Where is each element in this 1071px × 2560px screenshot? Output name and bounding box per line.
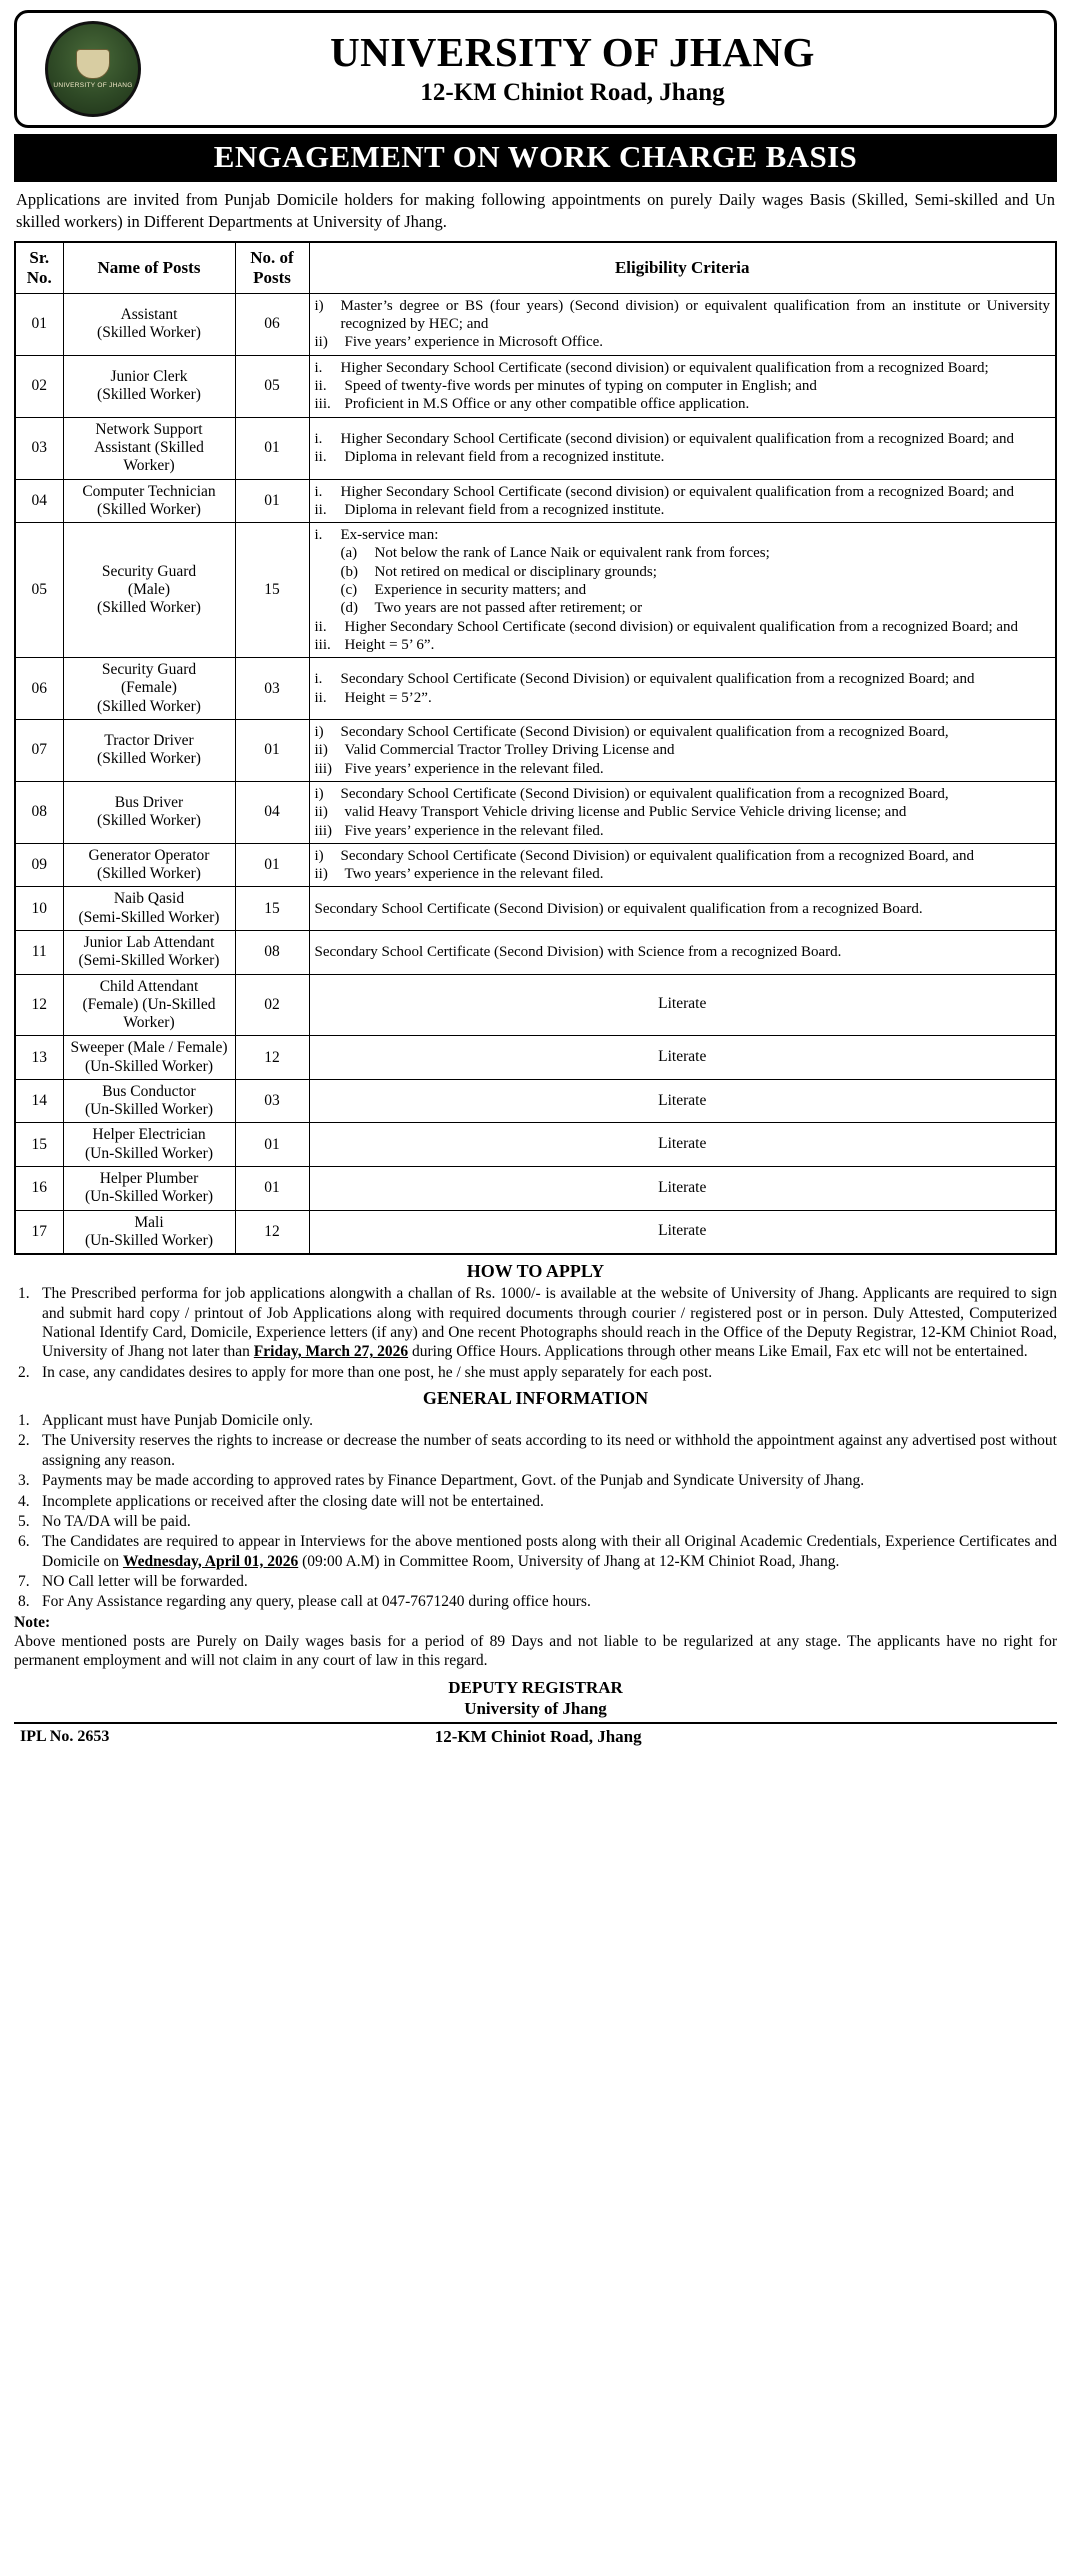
- eligibility-item: [315, 483, 1051, 501]
- cell-sr-no: 16: [15, 1167, 63, 1211]
- cell-no-of-posts: 01: [235, 479, 309, 523]
- table-row: [15, 843, 1056, 887]
- eligibility-item: [315, 618, 1051, 636]
- cell-eligibility: [309, 1167, 1056, 1211]
- eligibility-item: [315, 501, 1051, 519]
- cell-sr-no: 12: [15, 974, 63, 1036]
- list-item-number: 1.: [18, 1412, 30, 1430]
- list-item-number: 1.: [18, 1285, 30, 1303]
- eligibility-item: [315, 333, 1051, 351]
- list-item-text: The Candidates are required to appear in Interviews for the above mentioned posts along with their all Original Academic Credentials, Experience Certificates and Domicile on Wednesday, April 01, 2026 (09:00 A.M) in Committee Room, University of Jhang at 12-KM Chiniot Road, Jhang.: [42, 1533, 1057, 1570]
- eligibility-text: Literate: [658, 1091, 707, 1109]
- list-item-text: Incomplete applications or received after the closing date will not be entertained.: [42, 1492, 544, 1510]
- eligibility-marker: ii.: [314, 689, 327, 706]
- eligibility-text: Secondary School Certificate (Second Division) or equivalent qualification from a recognized Board; and: [340, 671, 975, 688]
- eligibility-item: [341, 581, 1051, 599]
- footer-bar: [14, 1722, 1057, 1747]
- eligibility-marker: ii.: [314, 449, 327, 466]
- header-sr-no: Sr. No.: [15, 242, 63, 294]
- eligibility-item: [315, 297, 1051, 334]
- cell-post-name: Junior Clerk (Skilled Worker): [63, 355, 235, 417]
- table-header-row: [15, 242, 1056, 294]
- eligibility-marker: iii.: [314, 396, 331, 413]
- eligibility-item: [315, 803, 1051, 821]
- list-item-text: Applicant must have Punjab Domicile only.: [42, 1412, 314, 1430]
- eligibility-item: [315, 395, 1051, 413]
- cell-no-of-posts: 15: [235, 887, 309, 931]
- eligibility-item: [315, 689, 1051, 707]
- cell-no-of-posts: 15: [235, 523, 309, 658]
- eligibility-item: [315, 865, 1051, 883]
- list-item: [14, 1532, 1057, 1571]
- cell-eligibility: [309, 781, 1056, 843]
- eligibility-text: Not retired on medical or disciplinary grounds;: [374, 563, 657, 580]
- cell-eligibility: [309, 1079, 1056, 1123]
- eligibility-marker: ii): [314, 334, 328, 351]
- cell-sr-no: 10: [15, 887, 63, 931]
- cell-post-name: Junior Lab Attendant (Semi-Skilled Worker): [63, 930, 235, 974]
- eligibility-item: [315, 359, 1051, 377]
- eligibility-text: Secondary School Certificate (Second Division) or equivalent qualification from a recognized Board.: [314, 900, 923, 917]
- list-item-number: 5.: [18, 1512, 30, 1530]
- eligibility-marker: i.: [314, 483, 323, 500]
- list-item-number: 2.: [18, 1363, 30, 1381]
- cell-post-name: Tractor Driver (Skilled Worker): [63, 720, 235, 782]
- cell-eligibility: [309, 930, 1056, 974]
- cell-no-of-posts: 03: [235, 658, 309, 720]
- eligibility-text: Diploma in relevant field from a recognized institute.: [344, 501, 665, 518]
- eligibility-item: [315, 448, 1051, 466]
- table-row: [15, 1036, 1056, 1080]
- cell-post-name: Bus Conductor (Un-Skilled Worker): [63, 1079, 235, 1123]
- eligibility-text: Secondary School Certificate (Second Division) or equivalent qualification from a recognized Board, and: [340, 847, 975, 864]
- cell-eligibility: [309, 523, 1056, 658]
- how-to-apply-list: [14, 1284, 1057, 1382]
- cell-eligibility: [309, 417, 1056, 479]
- eligibility-text: valid Heavy Transport Vehicle driving license and Public Service Vehicle driving license; and: [344, 804, 907, 821]
- eligibility-text: Higher Secondary School Certificate (second division) or equivalent qualification from a recognized Board; and: [344, 618, 1019, 635]
- table-row: [15, 930, 1056, 974]
- cell-post-name: Assistant (Skilled Worker): [63, 293, 235, 355]
- table-head: [15, 242, 1056, 294]
- cell-no-of-posts: 01: [235, 1123, 309, 1167]
- table-row: [15, 479, 1056, 523]
- general-information-title: GENERAL INFORMATION: [422, 1388, 649, 1409]
- cell-eligibility: [309, 720, 1056, 782]
- cell-no-of-posts: 01: [235, 1167, 309, 1211]
- table-row: [15, 887, 1056, 931]
- list-item-number: 6.: [18, 1533, 30, 1551]
- eligibility-marker: i): [314, 724, 324, 741]
- table-row: [15, 523, 1056, 658]
- cell-eligibility: [309, 1123, 1056, 1167]
- eligibility-marker: i): [314, 297, 324, 314]
- eligibility-item: [315, 526, 1051, 544]
- eligibility-item: [341, 544, 1051, 562]
- eligibility-item: [315, 847, 1051, 865]
- cell-sr-no: 04: [15, 479, 63, 523]
- cell-eligibility: [309, 479, 1056, 523]
- cell-no-of-posts: 12: [235, 1036, 309, 1080]
- cell-sr-no: 11: [15, 930, 63, 974]
- list-item: [14, 1471, 1057, 1490]
- cell-eligibility: [309, 1210, 1056, 1254]
- cell-post-name: Computer Technician (Skilled Worker): [63, 479, 235, 523]
- eligibility-text: Proficient in M.S Office or any other compatible office application.: [344, 396, 750, 413]
- eligibility-text: Two years’ experience in the relevant filed.: [344, 866, 604, 883]
- header-no-of-posts: No. of Posts: [235, 242, 309, 294]
- list-item-text: No TA/DA will be paid.: [42, 1512, 191, 1530]
- table-row: [15, 293, 1056, 355]
- eligibility-marker: (b): [340, 563, 358, 580]
- cell-no-of-posts: 01: [235, 843, 309, 887]
- cell-eligibility: [309, 974, 1056, 1036]
- cell-eligibility: [309, 887, 1056, 931]
- cell-eligibility: [309, 843, 1056, 887]
- eligibility-item: [315, 636, 1051, 654]
- eligibility-item: [315, 741, 1051, 759]
- cell-post-name: Security Guard (Female) (Skilled Worker): [63, 658, 235, 720]
- cell-sr-no: 14: [15, 1079, 63, 1123]
- cell-post-name: Mali (Un-Skilled Worker): [63, 1210, 235, 1254]
- note-label: Note:: [14, 1613, 51, 1631]
- how-to-apply-title: HOW TO APPLY: [466, 1261, 605, 1282]
- eligibility-marker: ii.: [314, 501, 327, 518]
- eligibility-text: Experience in security matters; and: [374, 581, 587, 598]
- list-item: [14, 1572, 1057, 1591]
- eligibility-marker: i): [314, 847, 324, 864]
- cell-eligibility: [309, 355, 1056, 417]
- cell-post-name: Security Guard (Male) (Skilled Worker): [63, 523, 235, 658]
- logo-label: UNIVERSITY OF JHANG: [53, 81, 133, 89]
- cell-sr-no: 06: [15, 658, 63, 720]
- eligibility-item: [341, 563, 1051, 581]
- cell-eligibility: [309, 293, 1056, 355]
- eligibility-marker: (a): [340, 545, 358, 562]
- cell-sr-no: 07: [15, 720, 63, 782]
- list-item-text: The Prescribed performa for job applications alongwith a challan of Rs. 1000/- is available at the website of University of Jhang. Applicants are required to sign and submit hard copy / printout of Job Applications along with required documents through courier / registered post or in person. Duly Attested, Computerized National Identify Card, Domicile, Experience letters (if any) and One recent Photographs should reach in the Office of the Deputy Registrar, 12-KM Chiniot Road, University of Jhang not later than Friday, March 27, 2026 during Office Hours. Applications through other means Like Email, Fax etc will not be entertained.: [42, 1285, 1057, 1361]
- list-item-number: 7.: [18, 1573, 30, 1591]
- eligibility-text: Speed of twenty-five words per minutes of typing on computer in English; and: [344, 378, 817, 395]
- eligibility-text: Secondary School Certificate (Second Division) with Science from a recognized Board.: [314, 944, 842, 961]
- cell-eligibility: [309, 658, 1056, 720]
- eligibility-item: [315, 785, 1051, 803]
- cell-no-of-posts: 05: [235, 355, 309, 417]
- eligibility-item: [341, 599, 1051, 617]
- list-item: [14, 1492, 1057, 1511]
- footer-university: University of Jhang: [464, 1698, 607, 1718]
- list-item-text: The University reserves the rights to increase or decrease the number of seats according to its need or withhold the appointment against any advertised post without assigning any reason.: [42, 1432, 1057, 1469]
- table-row: [15, 1210, 1056, 1254]
- list-item: [14, 1512, 1057, 1531]
- cell-sr-no: 03: [15, 417, 63, 479]
- table-row: [15, 781, 1056, 843]
- eligibility-marker: ii): [314, 742, 328, 759]
- cell-no-of-posts: 06: [235, 293, 309, 355]
- eligibility-text: Master’s degree or BS (four years) (Second division) or equivalent qualification from an institute or University recognized by HEC; and: [340, 297, 1050, 333]
- cell-sr-no: 17: [15, 1210, 63, 1254]
- list-item: [14, 1411, 1057, 1430]
- eligibility-marker: iii): [314, 822, 332, 839]
- eligibility-marker: i.: [314, 430, 323, 447]
- cell-no-of-posts: 03: [235, 1079, 309, 1123]
- eligibility-text: Diploma in relevant field from a recognized institute.: [344, 449, 665, 466]
- eligibility-marker: i): [314, 785, 324, 802]
- eligibility-text: Five years’ experience in the relevant filed.: [344, 760, 604, 777]
- eligibility-item: [315, 822, 1051, 840]
- eligibility-text: Higher Secondary School Certificate (second division) or equivalent qualification from a recognized Board; and: [340, 430, 1015, 447]
- cell-no-of-posts: 08: [235, 930, 309, 974]
- eligibility-text: Higher Secondary School Certificate (second division) or equivalent qualification from a recognized Board;: [340, 359, 989, 376]
- eligibility-text: Literate: [658, 1135, 707, 1153]
- footer-designation: DEPUTY REGISTRAR: [448, 1677, 623, 1697]
- list-item-number: 2.: [18, 1432, 30, 1450]
- eligibility-text: Height = 5’ 6”.: [344, 636, 435, 653]
- eligibility-marker: iii): [314, 760, 332, 777]
- cell-sr-no: 05: [15, 523, 63, 658]
- list-item-text: NO Call letter will be forwarded.: [42, 1573, 248, 1591]
- eligibility-marker: ii.: [314, 378, 327, 395]
- cell-no-of-posts: 02: [235, 974, 309, 1036]
- footer-signature: [14, 1677, 1057, 1720]
- cell-sr-no: 13: [15, 1036, 63, 1080]
- eligibility-text: Five years’ experience in Microsoft Office.: [344, 334, 604, 351]
- cell-post-name: Sweeper (Male / Female) (Un-Skilled Worker): [63, 1036, 235, 1080]
- table-body: [15, 293, 1056, 1254]
- eligibility-text: Valid Commercial Tractor Trolley Driving License and: [344, 742, 675, 759]
- eligibility-marker: (d): [340, 600, 358, 617]
- table-row: [15, 658, 1056, 720]
- table-row: [15, 974, 1056, 1036]
- cell-post-name: Child Attendant (Female) (Un-Skilled Worker): [63, 974, 235, 1036]
- cell-post-name: Network Support Assistant (Skilled Worker): [63, 417, 235, 479]
- cell-sr-no: 08: [15, 781, 63, 843]
- eligibility-text: Higher Secondary School Certificate (second division) or equivalent qualification from a recognized Board; and: [340, 483, 1015, 500]
- table-row: [15, 1079, 1056, 1123]
- cell-sr-no: 01: [15, 293, 63, 355]
- table-row: [15, 355, 1056, 417]
- list-item: [14, 1363, 1057, 1382]
- cell-post-name: Naib Qasid (Semi-Skilled Worker): [63, 887, 235, 931]
- footer-address: 12-KM Chiniot Road, Jhang: [434, 1727, 642, 1747]
- eligibility-marker: i.: [314, 359, 323, 376]
- list-item-text: Payments may be made according to approved rates by Finance Department, Govt. of the Punjab and Syndicate University of Jhang.: [42, 1472, 865, 1490]
- header-eligibility: Eligibility Criteria: [309, 242, 1056, 294]
- cell-no-of-posts: 12: [235, 1210, 309, 1254]
- eligibility-text: Two years are not passed after retirement; or: [374, 600, 643, 617]
- cell-post-name: Generator Operator (Skilled Worker): [63, 843, 235, 887]
- general-information-list: [14, 1411, 1057, 1612]
- eligibility-text: Ex-service man:: [340, 527, 439, 544]
- eligibility-text: Literate: [658, 1222, 707, 1240]
- header-box: [14, 10, 1057, 128]
- list-item-text: In case, any candidates desires to apply for more than one post, he / she must apply separately for each post.: [42, 1363, 713, 1381]
- eligibility-text: Secondary School Certificate (Second Division) or equivalent qualification from a recognized Board,: [340, 785, 949, 802]
- list-item-text: For Any Assistance regarding any query, please call at 047-7671240 during office hours.: [42, 1593, 591, 1611]
- eligibility-text: Five years’ experience in the relevant filed.: [344, 822, 604, 839]
- eligibility-marker: ii): [314, 866, 328, 883]
- list-item-number: 4.: [18, 1492, 30, 1510]
- eligibility-item: [315, 377, 1051, 395]
- list-item: [14, 1284, 1057, 1362]
- eligibility-text: Literate: [658, 1048, 707, 1066]
- eligibility-marker: (c): [340, 581, 358, 598]
- cell-post-name: Helper Electrician (Un-Skilled Worker): [63, 1123, 235, 1167]
- cell-post-name: Bus Driver (Skilled Worker): [63, 781, 235, 843]
- eligibility-marker: i.: [314, 527, 323, 544]
- eligibility-marker: iii.: [314, 636, 331, 653]
- eligibility-text: Literate: [658, 995, 707, 1013]
- list-item: [14, 1431, 1057, 1470]
- eligibility-marker: ii): [314, 804, 328, 821]
- cell-eligibility: [309, 1036, 1056, 1080]
- eligibility-text: Secondary School Certificate (Second Division) or equivalent qualification from a recognized Board,: [340, 724, 949, 741]
- list-item-number: 8.: [18, 1593, 30, 1611]
- eligibility-item: [315, 760, 1051, 778]
- banner-title: ENGAGEMENT ON WORK CHARGE BASIS: [14, 134, 1057, 182]
- eligibility-item: [315, 430, 1051, 448]
- cell-sr-no: 09: [15, 843, 63, 887]
- cell-post-name: Helper Plumber (Un-Skilled Worker): [63, 1167, 235, 1211]
- cell-sr-no: 02: [15, 355, 63, 417]
- eligibility-text: Literate: [658, 1178, 707, 1196]
- cell-no-of-posts: 04: [235, 781, 309, 843]
- table-row: [15, 720, 1056, 782]
- intro-paragraph: Applications are invited from Punjab Domicile holders for making following appointments on purely Daily wages Basis (Skilled, Semi-skilled and Un skilled workers) in Different Departments at University of Jhang.: [16, 190, 1055, 231]
- cell-no-of-posts: 01: [235, 417, 309, 479]
- posts-table: [14, 241, 1057, 1255]
- table-row: [15, 1167, 1056, 1211]
- university-address: 12-KM Chiniot Road, Jhang: [420, 78, 725, 106]
- note-text: Above mentioned posts are Purely on Daily wages basis for a period of 89 Days and not liable to be regularized at any stage. The applicants have no right for permanent employment and will not claim in any court of law in this regard.: [14, 1632, 1057, 1670]
- list-item-number: 3.: [18, 1472, 30, 1490]
- table-row: [15, 417, 1056, 479]
- ipl-number: IPL No. 2653: [20, 1728, 110, 1746]
- header-titles: [101, 31, 1044, 106]
- eligibility-item: [315, 723, 1051, 741]
- university-name: UNIVERSITY OF JHANG: [330, 29, 815, 76]
- eligibility-marker: ii.: [314, 618, 327, 635]
- table-row: [15, 1123, 1056, 1167]
- eligibility-item: [315, 670, 1051, 688]
- list-item: [14, 1592, 1057, 1611]
- eligibility-text: Not below the rank of Lance Naik or equivalent rank from forces;: [374, 545, 770, 562]
- cell-sr-no: 15: [15, 1123, 63, 1167]
- eligibility-marker: i.: [314, 671, 323, 688]
- header-name-of-posts: Name of Posts: [63, 242, 235, 294]
- cell-no-of-posts: 01: [235, 720, 309, 782]
- eligibility-text: Height = 5’2”.: [344, 689, 432, 706]
